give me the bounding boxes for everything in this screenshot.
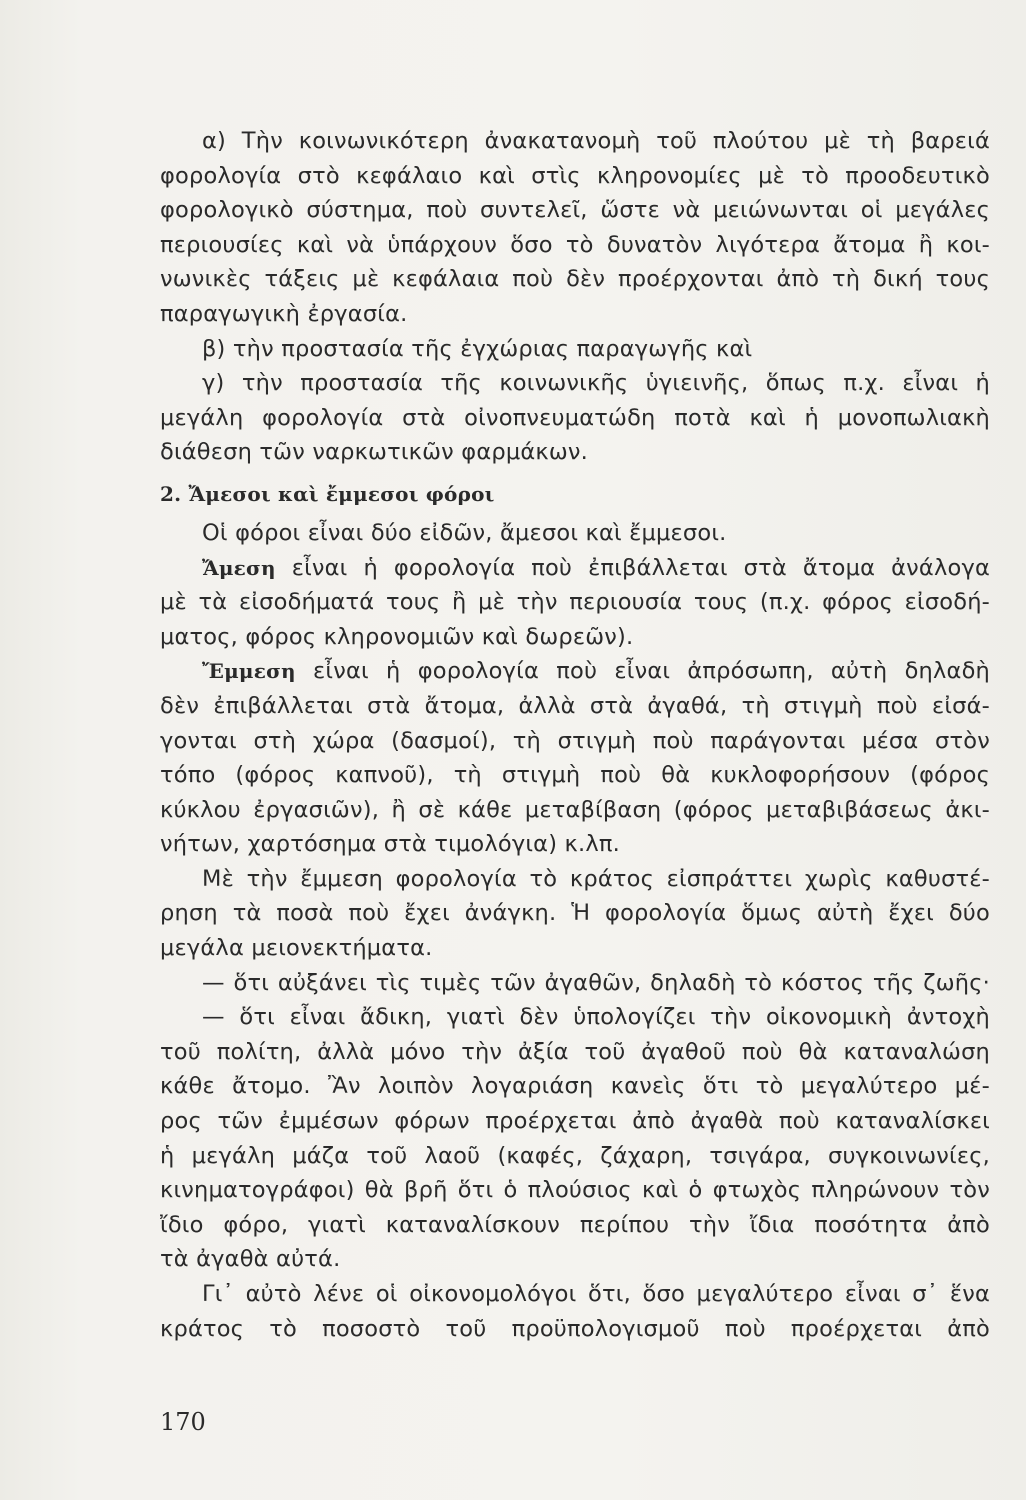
line-text: εἶναι ἡ φορολογία ποὺ εἶναι ἀπρόσωπη, αὐτὴ δηλαδὴ — [295, 658, 990, 685]
text-line: Γι᾿ αὐτὸ λένε οἱ οἰκονομολόγοι ὅτι, ὅσο μεγαλύτερο εἶναι σ᾿ ἕνα — [202, 1281, 990, 1307]
text-line: τὰ ἀγαθὰ αὐτά. — [160, 1246, 341, 1273]
text-line: τόπο (φόρος καπνοῦ), τὴ στιγμὴ ποὺ θὰ κυκλοφορήσουν (φόρος — [160, 762, 990, 789]
text-line: — ὅτι αὐξάνει τὶς τιμὲς τῶν ἀγαθῶν, δηλαδὴ τὸ κόστος τῆς ζωῆς· — [202, 969, 990, 996]
text-line: Μὲ τὴν ἔμμεση φορολογία τὸ κράτος εἰσπράττει χωρὶς καθυστέ- — [202, 865, 990, 892]
body-text — [160, 124, 990, 1346]
text-line: κράτος τὸ ποσοστὸ τοῦ προϋπολογισμοῦ ποὺ προέρχεται ἀπὸ — [160, 1315, 990, 1342]
text-line: α) Τὴν κοινωνικότερη ἀνακατανομὴ τοῦ πλούτου μὲ τὴ βαρειά — [202, 128, 990, 154]
text-line: Οἱ φόροι εἶναι δύο εἰδῶν, ἄμεσοι καὶ ἔμμεσοι. — [202, 519, 727, 546]
text-line: κινηματογράφοι) θὰ βρῆ ὅτι ὁ πλούσιος καὶ ὁ φτωχὸς πληρώνουν τὸν — [160, 1177, 990, 1204]
text-line: κύκλου ἐργασιῶν), ἢ σὲ κάθε μεταβίβαση (φόρος μεταβιβάσεως ἀκι- — [160, 796, 990, 823]
bold-term: Ἔμμεση — [202, 659, 296, 684]
text-line: μεγάλα μειονεκτήματα. — [160, 935, 433, 962]
text-line: ματος, φόρος κληρονομιῶν καὶ δωρεῶν). — [160, 623, 634, 650]
text-line: κάθε ἄτομο. Ἂν λοιπὸν λογαριάση κανεὶς ὅτι τὸ μεγαλύτερο μέ- — [160, 1073, 990, 1100]
text-line: δὲν ἐπιβάλλεται στὰ ἄτομα, ἀλλὰ στὰ ἀγαθά, τὴ στιγμὴ ποὺ εἰσά- — [160, 692, 990, 719]
text-line: παραγωγικὴ ἐργασία. — [160, 300, 408, 327]
text-line: φορολογία στὸ κεφάλαιο καὶ στὶς κληρονομίες μὲ τὸ προοδευτικὸ — [160, 162, 990, 189]
text-line: γονται στὴ χώρα (δασμοί), τὴ στιγμὴ ποὺ παράγονται μέσα στὸν — [160, 727, 990, 754]
line-text: εἶναι ἡ φορολογία ποὺ ἐπιβάλλεται στὰ ἄτομα ἀνάλογα — [275, 554, 990, 581]
text-line: — ὅτι εἶναι ἄδικη, γιατὶ δὲν ὑπολογίζει τὴν οἰκονομικὴ ἀντοχὴ — [202, 1004, 990, 1031]
bold-term: Ἄμεση — [202, 555, 276, 580]
text-line: ἴδιο φόρο, γιατὶ καταναλίσκουν περίπου τὴν ἴδια ποσότητα ἀπὸ — [160, 1211, 990, 1238]
text-line: περιουσίες καὶ νὰ ὑπάρχουν ὅσο τὸ δυνατὸν λιγότερα ἄτομα ἢ κοι- — [160, 231, 990, 258]
text-line: β) τὴν προστασία τῆς ἐγχώριας παραγωγῆς καὶ — [202, 335, 753, 362]
text-line: νήτων, χαρτόσημα στὰ τιμολόγια) κ.λπ. — [160, 831, 620, 858]
text-line: ἡ μεγάλη μάζα τοῦ λαοῦ (καφές, ζάχαρη, τσιγάρα, συγκοινωνίες, — [160, 1142, 990, 1169]
text-line: διάθεση τῶν ναρκωτικῶν φαρμάκων. — [160, 439, 589, 466]
text-line: ρος τῶν ἐμμέσων φόρων προέρχεται ἀπὸ ἀγαθὰ ποὺ καταναλίσκει — [160, 1108, 990, 1135]
text-line — [160, 551, 990, 586]
text-line: γ) τὴν προστασία τῆς κοινωνικῆς ὑγιεινῆς, ὅπως π.χ. εἶναι ἡ — [202, 370, 990, 397]
text-line: φορολογικὸ σύστημα, ποὺ συντελεῖ, ὥστε νὰ μειώνωνται οἱ μεγάλες — [160, 197, 990, 224]
page-number: 170 — [160, 1408, 206, 1436]
paragraph-group-taxes — [160, 516, 990, 1346]
text-line: μεγάλη φορολογία στὰ οἰνοπνευματώδη ποτὰ καὶ ἡ μονοπωλιακὴ — [160, 404, 990, 431]
text-line: νωνικὲς τάξεις μὲ κεφάλαια ποὺ δὲν προέρχονται ἀπὸ τὴ δική τους — [160, 266, 990, 293]
paragraph-group-purposes — [160, 124, 990, 470]
text-line — [160, 654, 990, 689]
text-line: τοῦ πολίτη, ἀλλὰ μόνο τὴν ἀξία τοῦ ἀγαθοῦ ποὺ θὰ καταναλώση — [160, 1038, 990, 1065]
text-line: μὲ τὰ εἰσοδήματά τους ἢ μὲ τὴν περιουσία τους (π.χ. φόρος εἰσοδή- — [160, 589, 990, 616]
text-line: ρηση τὰ ποσὰ ποὺ ἔχει ἀνάγκη. Ἡ φορολογία ὅμως αὐτὴ ἔχει δύο — [160, 900, 990, 927]
section-heading: 2. Ἄμεσοι καὶ ἔμμεσοι φόροι — [160, 481, 495, 506]
